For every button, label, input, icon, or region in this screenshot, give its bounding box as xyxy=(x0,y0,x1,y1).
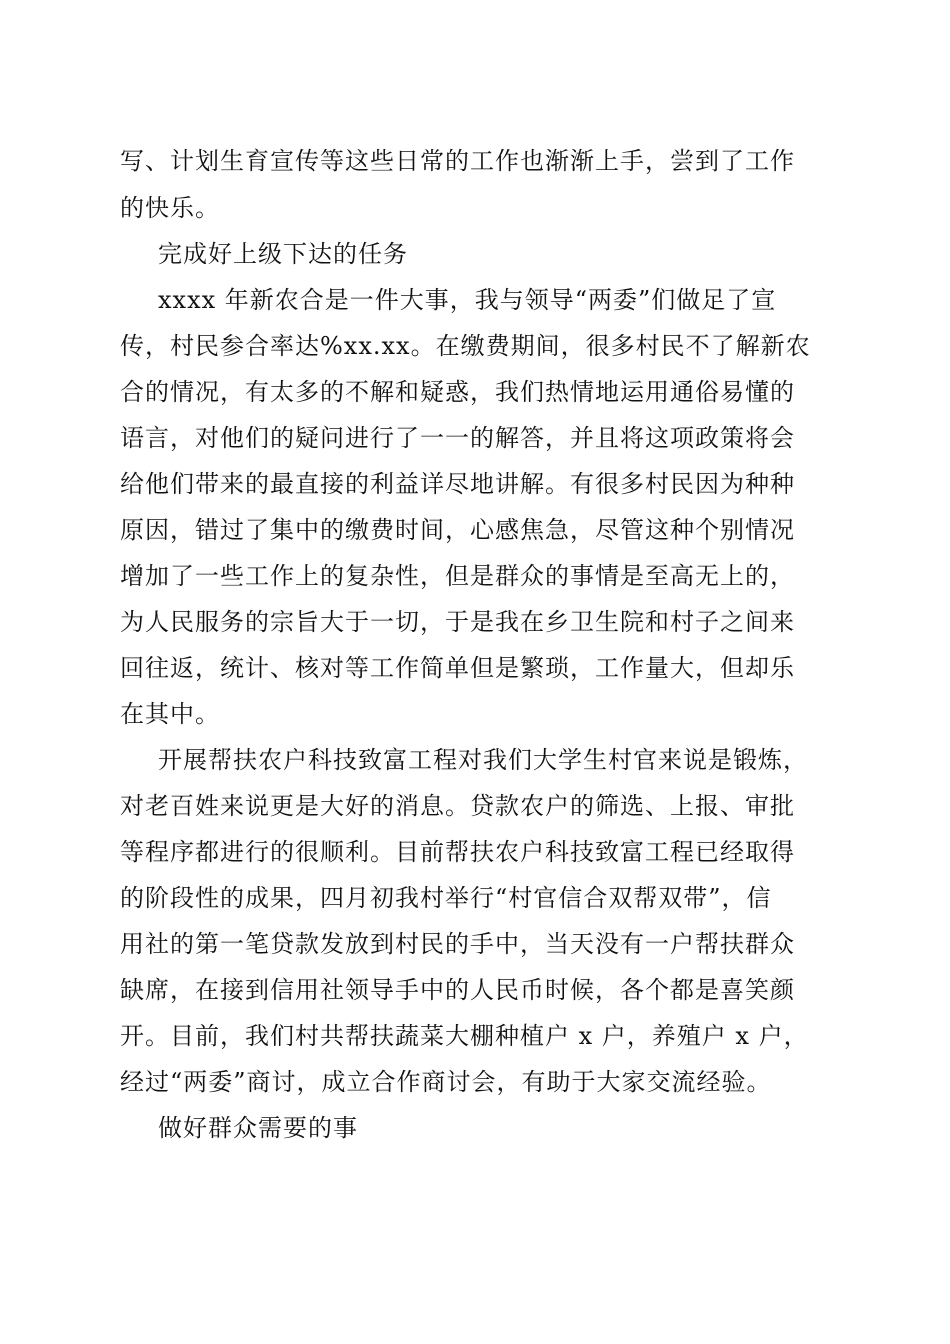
text-line: xxxx 年新农合是一件大事，我与领导“两委”们做足了宣 xyxy=(158,286,777,314)
text-line: 用社的第一笔贷款发放到村民的手中，当天没有一户帮扶群众 xyxy=(120,930,795,958)
text-line: 开。目前，我们村共帮扶蔬菜大棚种植户 x 户，养殖户 x 户， xyxy=(120,1022,809,1050)
text-line: 原因，错过了集中的缴费时间，心感焦急，尽管这种个别情况 xyxy=(120,516,795,544)
text-line: 合的情况，有太多的不解和疑惑，我们热情地运用通俗易懂的 xyxy=(120,378,795,406)
text-line: 开展帮扶农户科技致富工程对我们大学生村官来说是锻炼， xyxy=(158,746,808,774)
text-line: 经过“两委”商讨，成立合作商讨会，有助于大家交流经验。 xyxy=(120,1068,772,1096)
text-line: 在其中。 xyxy=(120,700,220,728)
text-line: 的阶段性的成果，四月初我村举行“村官信合双帮双带”，信 xyxy=(120,884,772,912)
text-line: 等程序都进行的很顺利。目前帮扶农户科技致富工程已经取得 xyxy=(120,838,795,866)
text-line: 回往返，统计、核对等工作简单但是繁琐，工作量大，但却乐 xyxy=(120,654,795,682)
section-heading: 做好群众需要的事 xyxy=(158,1114,358,1142)
text-line: 增加了一些工作上的复杂性，但是群众的事情是至高无上的， xyxy=(120,562,795,590)
text-line: 语言，对他们的疑问进行了一一的解答，并且将这项政策将会 xyxy=(120,424,795,452)
text-line: 的快乐。 xyxy=(120,194,220,222)
text-line: 给他们带来的最直接的利益详尽地讲解。有很多村民因为种种 xyxy=(120,470,795,498)
text-line: 传，村民参合率达%xx.xx。在缴费期间，很多村民不了解新农 xyxy=(120,332,811,360)
text-line: 对老百姓来说更是大好的消息。贷款农户的筛选、上报、审批 xyxy=(120,792,795,820)
text-line: 写、计划生育宣传等这些日常的工作也渐渐上手，尝到了工作 xyxy=(120,147,795,175)
text-line: 缺席，在接到信用社领导手中的人民币时候，各个都是喜笑颜 xyxy=(120,976,795,1004)
section-heading: 完成好上级下达的任务 xyxy=(158,240,408,268)
text-line: 为人民服务的宗旨大于一切，于是我在乡卫生院和村子之间来 xyxy=(120,608,795,636)
